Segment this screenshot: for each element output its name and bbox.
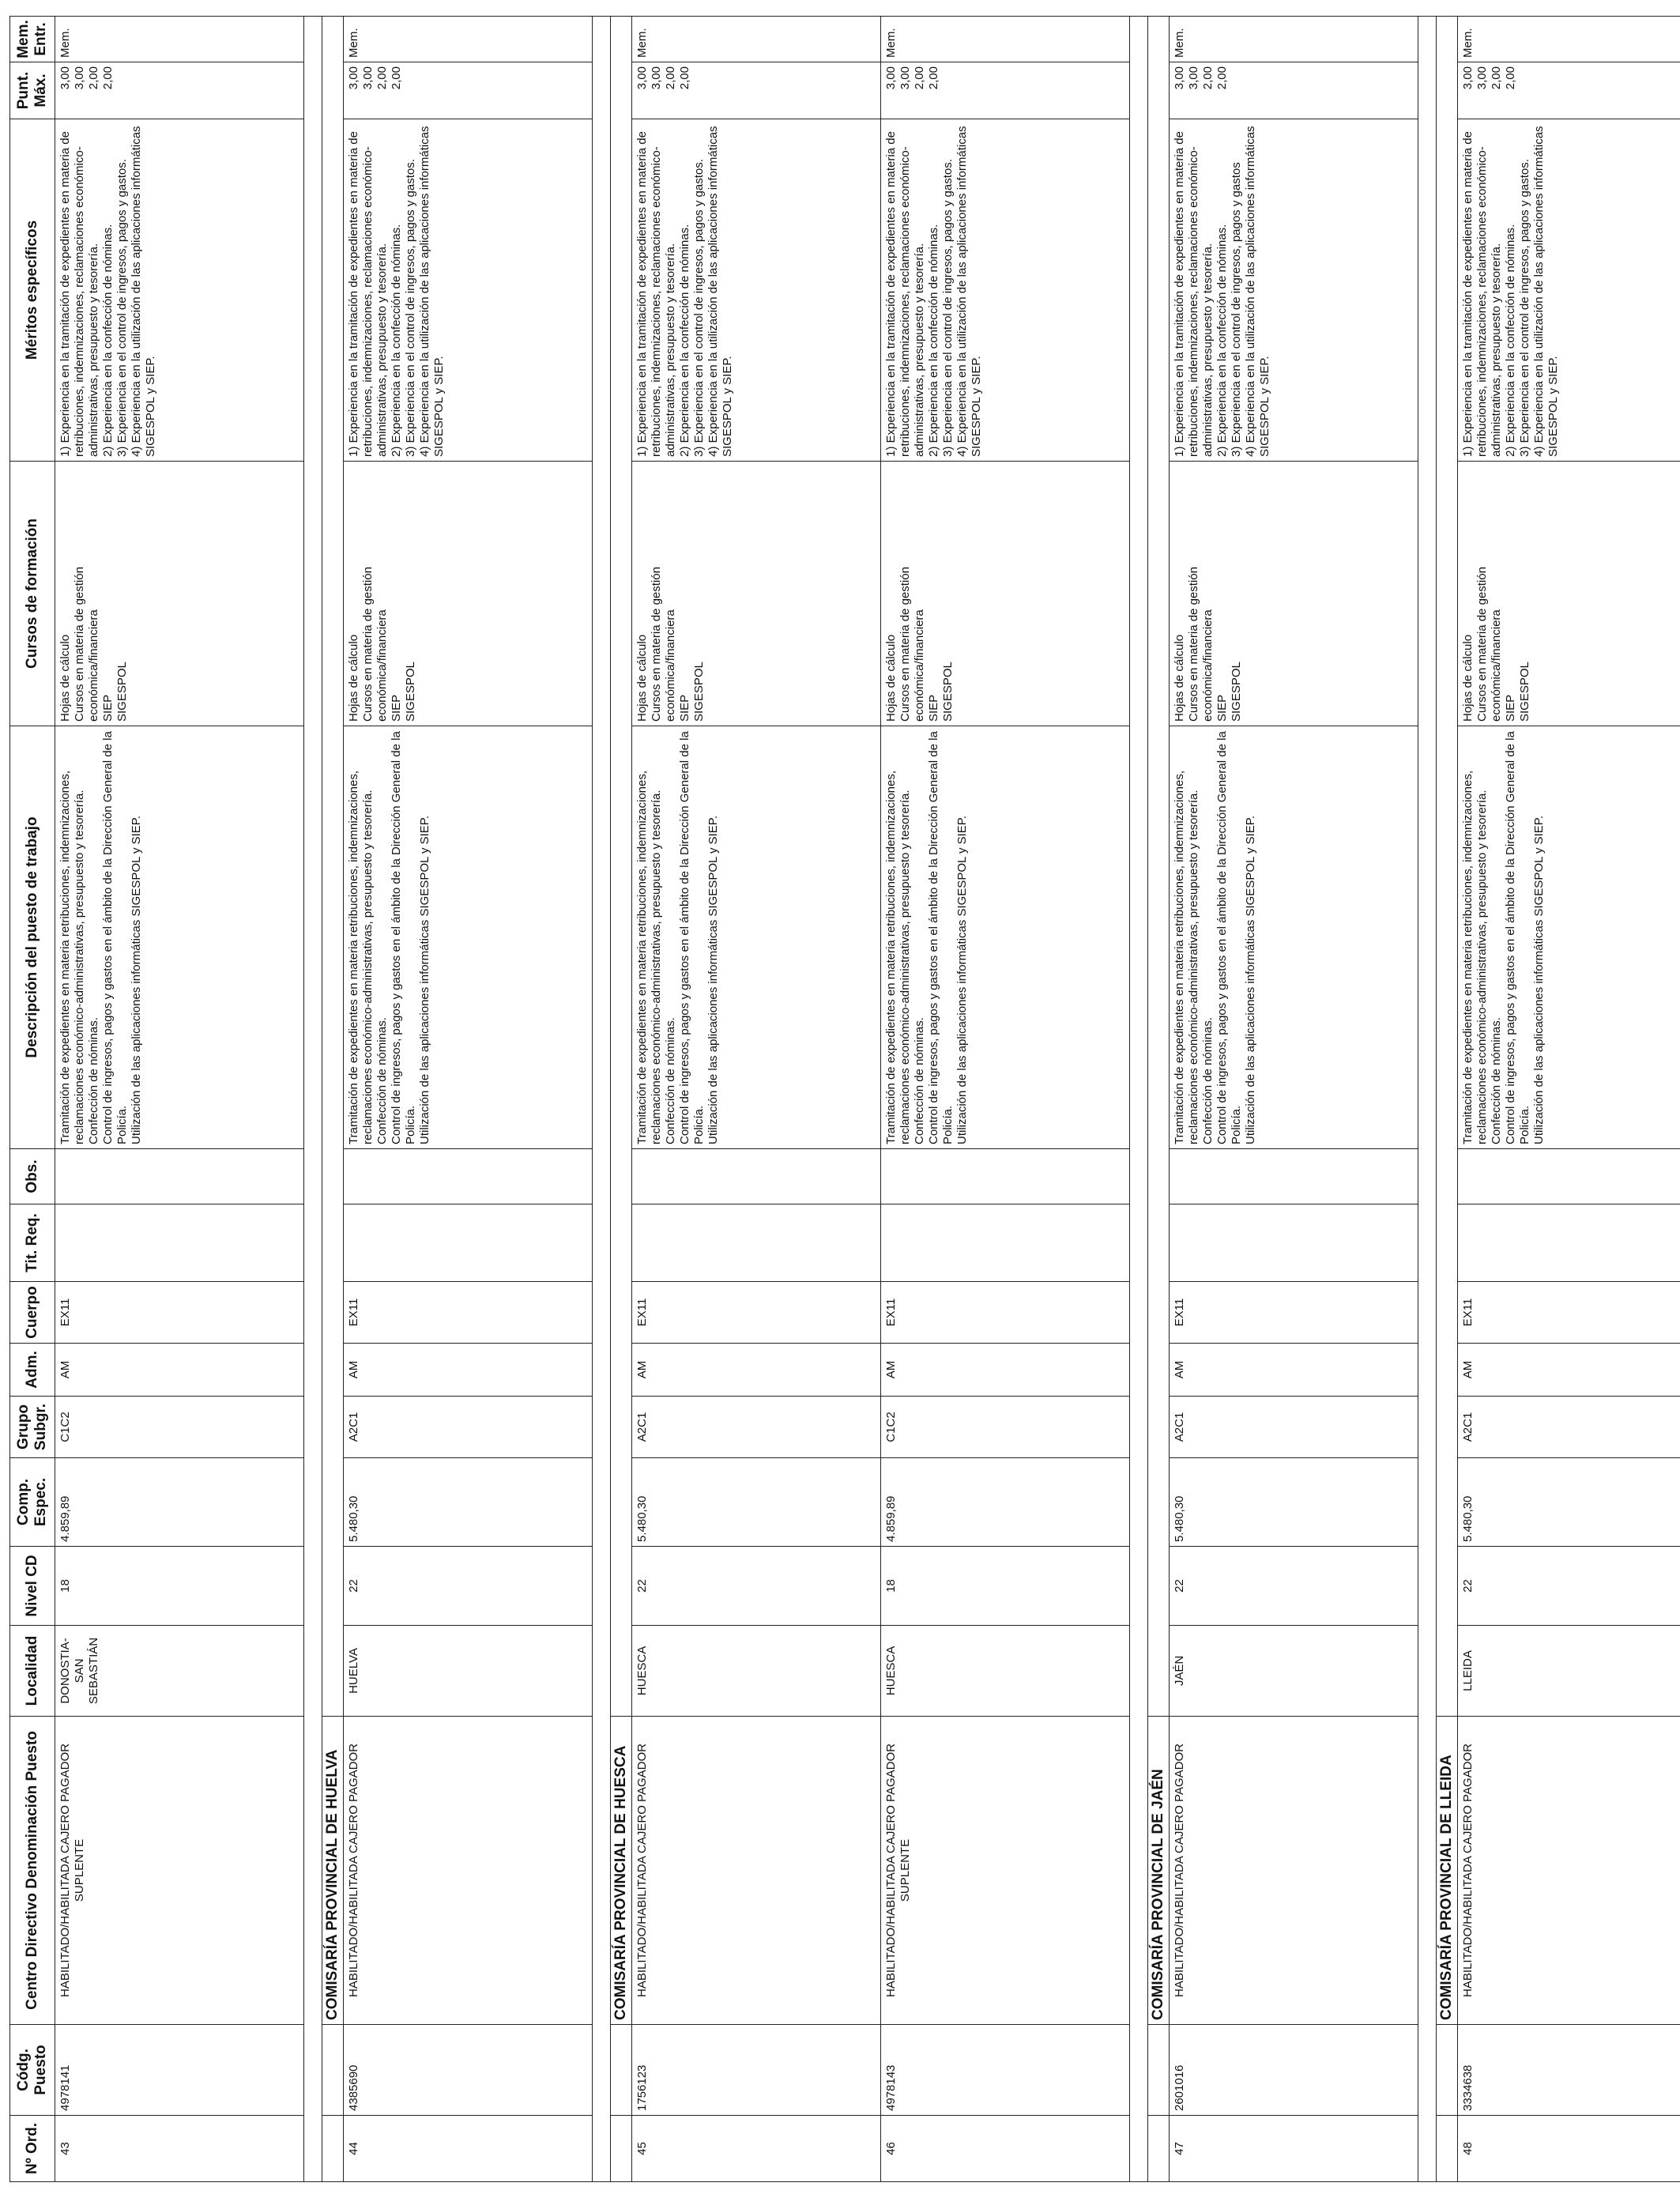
course-line: SIGESPOL: [404, 662, 417, 722]
points-value: 3,00: [898, 66, 912, 90]
description-line: Confección de nóminas.: [664, 1017, 677, 1144]
header-nivel: Nivel CD: [10, 1547, 55, 1626]
section-empty-cell: [611, 2116, 632, 2182]
section-title: COMISARÍA PROVINCIAL DE LLEIDA: [1437, 1717, 1458, 2025]
cell-denominacion: HABILITADO/HABILITADA CAJERO PAGADOR SUPLENTE: [881, 1717, 1130, 2025]
course-line: SIGESPOL: [692, 662, 706, 722]
cell-adm: AM: [632, 1344, 881, 1397]
cell-denominacion: HABILITADO/HABILITADA CAJERO PAGADOR: [1170, 1717, 1418, 2025]
description-line: Confección de nóminas.: [1490, 1017, 1503, 1144]
table-row: [632, 17, 881, 2182]
cell-denominacion: HABILITADO/HABILITADA CAJERO PAGADOR: [344, 1717, 593, 2025]
merit-line: 4) Experiencia en la utilización de las aplicaciones informáticas SIGESPOL y SIEP.: [706, 123, 734, 457]
points-value: 2,00: [927, 66, 940, 90]
points-value: 3,00: [1173, 66, 1186, 90]
description-line: Tramitación de expedientes en materia retribuciones, indemnizaciones, reclamaciones económico-administrativas, presupuesto y tesorería.: [347, 767, 375, 1144]
section-gap-cell: [1130, 17, 1148, 2182]
course-line: Hojas de cálculo: [1173, 634, 1186, 722]
merit-line: 4) Experiencia en la utilización de las aplicaciones informáticas SIGESPOL y SIEP.: [955, 123, 983, 457]
cell-localidad: LLEIDA: [1458, 1626, 1680, 1717]
section-empty-cell: [322, 17, 344, 1717]
description-line: Utilización de las aplicaciones informáticas SIGESPOL y SIEP.: [1532, 815, 1546, 1144]
cell-tit: [632, 1204, 881, 1282]
cell-mem: Mem.: [881, 17, 1130, 62]
cell-obs: [1170, 1149, 1418, 1204]
cell-nord: 47: [1170, 2116, 1418, 2182]
course-line: Hojas de cálculo: [347, 634, 360, 722]
cell-meritos: [881, 119, 1130, 462]
section-empty-cell: [1148, 2116, 1170, 2182]
cell-tit: [1170, 1204, 1418, 1282]
header-punt: Punt. Máx.: [10, 62, 55, 119]
merit-line: 4) Experiencia en la utilización de las aplicaciones informáticas SIGESPOL y SIEP.: [1244, 123, 1271, 457]
course-line: SIGESPOL: [941, 662, 955, 722]
section-title: COMISARÍA PROVINCIAL DE JAÉN: [1148, 1717, 1170, 2025]
cell-grupo: A2C1: [1170, 1397, 1418, 1458]
table-row: [1458, 17, 1680, 2182]
merit-line: 4) Experiencia en la utilización de las aplicaciones informáticas SIGESPOL y SIEP.: [418, 123, 446, 457]
description-line: Tramitación de expedientes en materia retribuciones, indemnizaciones, reclamaciones económico-administrativas, presupuesto y tesorería.: [1461, 767, 1489, 1144]
merit-line: 2) Experiencia en la confección de nóminas.: [1504, 224, 1517, 457]
section-empty-cell: [1148, 2025, 1170, 2116]
section-gap-row: [304, 17, 322, 2182]
points-value: 3,00: [1461, 66, 1475, 90]
cell-mem: Mem.: [1170, 17, 1418, 62]
description-line: Control de ingresos, pagos y gastos en el ámbito de la Dirección General de la Policía.: [101, 728, 129, 1144]
description-line: Tramitación de expedientes en materia retribuciones, indemnizaciones, reclamaciones económico-administrativas, presupuesto y tesorería.: [1173, 767, 1200, 1144]
section-gap-cell: [304, 17, 322, 2182]
cell-descripcion: [344, 726, 593, 1149]
cell-cuerpo: EX11: [881, 1282, 1130, 1344]
cell-adm: AM: [881, 1344, 1130, 1397]
points-value: 2,00: [913, 66, 926, 90]
description-line: Confección de nóminas.: [87, 1017, 100, 1144]
section-header-row: [322, 17, 344, 2182]
cell-comp: 5.480,30: [1170, 1458, 1418, 1547]
cell-localidad: HUESCA: [881, 1626, 1130, 1717]
cell-mem: Mem.: [55, 17, 304, 62]
merit-line: 3) Experiencia en el control de ingresos, pagos y gastos: [1230, 162, 1243, 457]
points-value: 2,00: [1215, 66, 1229, 90]
job-positions-table: [9, 16, 1680, 2182]
cell-codg: 3334638: [1458, 2025, 1680, 2116]
cell-codg: 4385690: [344, 2025, 593, 2116]
course-line: Cursos en materia de gestión económica/financiera: [361, 563, 389, 722]
cell-mem: Mem.: [1458, 17, 1680, 62]
cell-denominacion: HABILITADO/HABILITADA CAJERO PAGADOR SUPLENTE: [55, 1717, 304, 2025]
cell-meritos: [55, 119, 304, 462]
cell-obs: [881, 1149, 1130, 1204]
cell-localidad: JAÉN: [1170, 1626, 1418, 1717]
cell-punt: [344, 62, 593, 119]
header-codg: Códg. Puesto: [10, 2025, 55, 2116]
cell-comp: 5.480,30: [344, 1458, 593, 1547]
course-line: Hojas de cálculo: [635, 634, 649, 722]
points-value: 3,00: [58, 66, 72, 90]
description-line: Control de ingresos, pagos y gastos en el ámbito de la Dirección General de la Policía.: [1215, 728, 1243, 1144]
merit-line: 1) Experiencia en la tramitación de expedientes en materia de retribuciones, indemnizaciones, reclamaciones económico-administrativas, presupuesto y tesorería.: [884, 127, 926, 457]
points-value: 3,00: [650, 66, 663, 90]
cell-nivel: 22: [1458, 1547, 1680, 1626]
cell-denominacion: HABILITADO/HABILITADA CAJERO PAGADOR: [1458, 1717, 1680, 2025]
description-line: Utilización de las aplicaciones informáticas SIGESPOL y SIEP.: [418, 815, 431, 1144]
cell-obs: [55, 1149, 304, 1204]
cell-codg: 1756123: [632, 2025, 881, 2116]
course-line: Hojas de cálculo: [58, 634, 72, 722]
merit-line: 3) Experiencia en el control de ingresos, pagos y gastos.: [941, 159, 955, 457]
section-gap-row: [1418, 17, 1437, 2182]
cell-cursos: [881, 462, 1130, 726]
section-header-row: [611, 17, 632, 2182]
merit-line: 1) Experiencia en la tramitación de expedientes en materia de retribuciones, indemnizaciones, reclamaciones económico-administrativas, presupuesto y tesorería.: [1173, 127, 1215, 457]
table-row: [55, 17, 304, 2182]
cell-punt: [1170, 62, 1418, 119]
merit-line: 1) Experiencia en la tramitación de expedientes en materia de retribuciones, indemnizaciones, reclamaciones económico-administrativas, presupuesto y tesorería.: [1461, 127, 1503, 457]
course-line: SIEP: [678, 694, 691, 722]
cell-localidad: HUELVA: [344, 1626, 593, 1717]
section-title: COMISARÍA PROVINCIAL DE HUESCA: [611, 1717, 632, 2025]
cell-codg: 2601016: [1170, 2025, 1418, 2116]
cell-punt: [632, 62, 881, 119]
points-value: 3,00: [1475, 66, 1489, 90]
cell-cursos: [632, 462, 881, 726]
section-empty-cell: [1437, 2025, 1458, 2116]
description-line: Control de ingresos, pagos y gastos en el ámbito de la Dirección General de la Policía.: [927, 728, 955, 1144]
cell-adm: AM: [344, 1344, 593, 1397]
merit-line: 2) Experiencia en la confección de nóminas.: [101, 224, 115, 457]
cell-cursos: [55, 462, 304, 726]
merit-line: 3) Experiencia en el control de ingresos, pagos y gastos.: [115, 159, 129, 457]
cell-grupo: A2C1: [344, 1397, 593, 1458]
cell-nord: 45: [632, 2116, 881, 2182]
cell-tit: [881, 1204, 1130, 1282]
cell-comp: 4.859,89: [55, 1458, 304, 1547]
course-line: Cursos en materia de gestión económica/financiera: [650, 563, 677, 722]
header-grupo: Grupo Subgr.: [10, 1397, 55, 1458]
points-value: 2,00: [1201, 66, 1215, 90]
cell-cursos: [344, 462, 593, 726]
cell-mem: Mem.: [344, 17, 593, 62]
description-line: Confección de nóminas.: [375, 1017, 389, 1144]
course-line: Cursos en materia de gestión económica/financiera: [73, 563, 100, 722]
cell-obs: [344, 1149, 593, 1204]
header-tit: Tit. Req.: [10, 1204, 55, 1282]
cell-nord: 46: [881, 2116, 1130, 2182]
merit-line: 2) Experiencia en la confección de nóminas.: [390, 224, 403, 457]
cell-adm: AM: [1458, 1344, 1680, 1397]
points-value: 2,00: [87, 66, 100, 90]
cell-grupo: C1C2: [55, 1397, 304, 1458]
header-meritos: Méritos específicos: [10, 119, 55, 462]
cell-cuerpo: EX11: [344, 1282, 593, 1344]
course-line: SIEP: [927, 694, 940, 722]
description-line: Utilización de las aplicaciones informáticas SIGESPOL y SIEP.: [706, 815, 720, 1144]
header-cursos: Cursos de formación: [10, 462, 55, 726]
points-value: 3,00: [73, 66, 86, 90]
header-comp: Comp. Espec.: [10, 1458, 55, 1547]
cell-comp: 5.480,30: [1458, 1458, 1680, 1547]
merit-line: 4) Experiencia en la utilización de las aplicaciones informáticas SIGESPOL y SIEP.: [130, 123, 157, 457]
points-value: 2,00: [1490, 66, 1503, 90]
cell-punt: [1458, 62, 1680, 119]
merit-line: 2) Experiencia en la confección de nóminas.: [1215, 224, 1229, 457]
cell-mem: Mem.: [632, 17, 881, 62]
description-line: Confección de nóminas.: [913, 1017, 926, 1144]
points-value: 3,00: [635, 66, 649, 90]
points-value: 2,00: [101, 66, 115, 90]
description-line: Utilización de las aplicaciones informáticas SIGESPOL y SIEP.: [1244, 815, 1257, 1144]
section-empty-cell: [1148, 17, 1170, 1717]
cell-cursos: [1170, 462, 1418, 726]
cell-cuerpo: EX11: [55, 1282, 304, 1344]
merit-line: 1) Experiencia en la tramitación de expedientes en materia de retribuciones, indemnizaciones, reclamaciones económico-administrativas, presupuesto y tesorería.: [347, 127, 389, 457]
cell-cuerpo: EX11: [1170, 1282, 1418, 1344]
cell-meritos: [1170, 119, 1418, 462]
course-line: Cursos en materia de gestión económica/financiera: [898, 563, 926, 722]
course-line: SIGESPOL: [1230, 662, 1243, 722]
cell-nord: 48: [1458, 2116, 1680, 2182]
cell-nivel: 22: [344, 1547, 593, 1626]
cell-nivel: 22: [1170, 1547, 1418, 1626]
section-empty-cell: [322, 2025, 344, 2116]
description-line: Utilización de las aplicaciones informáticas SIGESPOL y SIEP.: [955, 815, 969, 1144]
points-value: 2,00: [664, 66, 677, 90]
table-row: [881, 17, 1130, 2182]
section-empty-cell: [322, 2116, 344, 2182]
cell-nivel: 18: [55, 1547, 304, 1626]
cell-adm: AM: [1170, 1344, 1418, 1397]
header-localidad: Localidad: [10, 1626, 55, 1717]
section-gap-cell: [593, 17, 611, 2182]
course-line: SIGESPOL: [115, 662, 129, 722]
section-empty-cell: [1437, 2116, 1458, 2182]
description-line: Confección de nóminas.: [1201, 1017, 1215, 1144]
merit-line: 4) Experiencia en la utilización de las aplicaciones informáticas SIGESPOL y SIEP.: [1532, 123, 1560, 457]
description-line: Tramitación de expedientes en materia retribuciones, indemnizaciones, reclamaciones económico-administrativas, presupuesto y tesorería.: [58, 767, 86, 1144]
table-header-row: [10, 17, 55, 2182]
cell-localidad: DONOSTIA-SAN SEBASTIÁN: [55, 1626, 304, 1717]
header-centro: Centro Directivo Denominación Puesto: [10, 1717, 55, 2025]
description-line: Control de ingresos, pagos y gastos en el ámbito de la Dirección General de la Policía.: [678, 728, 706, 1144]
description-line: Control de ingresos, pagos y gastos en el ámbito de la Dirección General de la Policía.: [390, 728, 417, 1144]
header-adm: Adm.: [10, 1344, 55, 1397]
points-value: 3,00: [884, 66, 898, 90]
description-line: Utilización de las aplicaciones informáticas SIGESPOL y SIEP.: [130, 815, 143, 1144]
cell-descripcion: [55, 726, 304, 1149]
course-line: SIEP: [101, 694, 115, 722]
cell-cursos: [1458, 462, 1680, 726]
section-header-row: [1437, 17, 1458, 2182]
merit-line: 1) Experiencia en la tramitación de expedientes en materia de retribuciones, indemnizaciones, reclamaciones económico-administrativas, presupuesto y tesorería.: [58, 127, 100, 457]
course-line: Cursos en materia de gestión económica/financiera: [1187, 563, 1215, 722]
table-row: [1170, 17, 1418, 2182]
cell-tit: [1458, 1204, 1680, 1282]
course-line: Hojas de cálculo: [884, 634, 898, 722]
table-row: [344, 17, 593, 2182]
cell-nivel: 18: [881, 1547, 1130, 1626]
points-value: 2,00: [1504, 66, 1517, 90]
section-empty-cell: [1437, 17, 1458, 1717]
section-header-row: [1148, 17, 1170, 2182]
cell-meritos: [632, 119, 881, 462]
cell-codg: 4978141: [55, 2025, 304, 2116]
points-value: 3,00: [361, 66, 375, 90]
cell-denominacion: HABILITADO/HABILITADA CAJERO PAGADOR: [632, 1717, 881, 2025]
description-line: Control de ingresos, pagos y gastos en el ámbito de la Dirección General de la Policía.: [1504, 728, 1531, 1144]
cell-punt: [55, 62, 304, 119]
cell-nord: 43: [55, 2116, 304, 2182]
points-value: 3,00: [1187, 66, 1200, 90]
points-value: 2,00: [390, 66, 403, 90]
section-empty-cell: [611, 2025, 632, 2116]
cell-meritos: [344, 119, 593, 462]
section-gap-row: [593, 17, 611, 2182]
cell-comp: 5.480,30: [632, 1458, 881, 1547]
cell-descripcion: [632, 726, 881, 1149]
cell-cuerpo: EX11: [632, 1282, 881, 1344]
section-empty-cell: [611, 17, 632, 1717]
course-line: SIGESPOL: [1518, 662, 1531, 722]
cell-obs: [1458, 1149, 1680, 1204]
cell-localidad: HUESCA: [632, 1626, 881, 1717]
description-line: Tramitación de expedientes en materia retribuciones, indemnizaciones, reclamaciones económico-administrativas, presupuesto y tesorería.: [884, 767, 912, 1144]
cell-tit: [55, 1204, 304, 1282]
cell-descripcion: [1170, 726, 1418, 1149]
header-descripcion: Descripción del puesto de trabajo: [10, 726, 55, 1149]
course-line: Hojas de cálculo: [1461, 634, 1475, 722]
cell-nord: 44: [344, 2116, 593, 2182]
points-value: 3,00: [347, 66, 360, 90]
description-line: Tramitación de expedientes en materia retribuciones, indemnizaciones, reclamaciones económico-administrativas, presupuesto y tesorería.: [635, 767, 663, 1144]
merit-line: 2) Experiencia en la confección de nóminas.: [678, 224, 691, 457]
cell-obs: [632, 1149, 881, 1204]
cell-descripcion: [1458, 726, 1680, 1149]
cell-meritos: [1458, 119, 1680, 462]
points-value: 2,00: [678, 66, 691, 90]
merit-line: 3) Experiencia en el control de ingresos, pagos y gastos.: [1518, 159, 1531, 457]
course-line: SIEP: [1215, 694, 1229, 722]
course-line: SIEP: [1504, 694, 1517, 722]
header-mem: Mem. Entr.: [10, 17, 55, 62]
cell-cuerpo: EX11: [1458, 1282, 1680, 1344]
cell-adm: AM: [55, 1344, 304, 1397]
points-value: 2,00: [375, 66, 389, 90]
header-nord: Nº Ord.: [10, 2116, 55, 2182]
merit-line: 3) Experiencia en el control de ingresos, pagos y gastos.: [404, 159, 417, 457]
cell-punt: [881, 62, 1130, 119]
cell-comp: 4.859,89: [881, 1458, 1130, 1547]
merit-line: 2) Experiencia en la confección de nóminas.: [927, 224, 940, 457]
merit-line: 1) Experiencia en la tramitación de expedientes en materia de retribuciones, indemnizaciones, reclamaciones económico-administrativas, presupuesto y tesorería.: [635, 127, 677, 457]
merit-line: 3) Experiencia en el control de ingresos, pagos y gastos.: [692, 159, 706, 457]
course-line: SIEP: [390, 694, 403, 722]
section-gap-row: [1130, 17, 1148, 2182]
cell-descripcion: [881, 726, 1130, 1149]
cell-nivel: 22: [632, 1547, 881, 1626]
cell-grupo: A2C1: [632, 1397, 881, 1458]
cell-grupo: A2C1: [1458, 1397, 1680, 1458]
cell-grupo: C1C2: [881, 1397, 1130, 1458]
section-title: COMISARÍA PROVINCIAL DE HUELVA: [322, 1717, 344, 2025]
header-obs: Obs.: [10, 1149, 55, 1204]
cell-tit: [344, 1204, 593, 1282]
course-line: Cursos en materia de gestión económica/financiera: [1475, 563, 1503, 722]
cell-codg: 4978143: [881, 2025, 1130, 2116]
header-cuerpo: Cuerpo: [10, 1282, 55, 1344]
table-body: [55, 17, 1680, 2182]
section-gap-cell: [1418, 17, 1437, 2182]
